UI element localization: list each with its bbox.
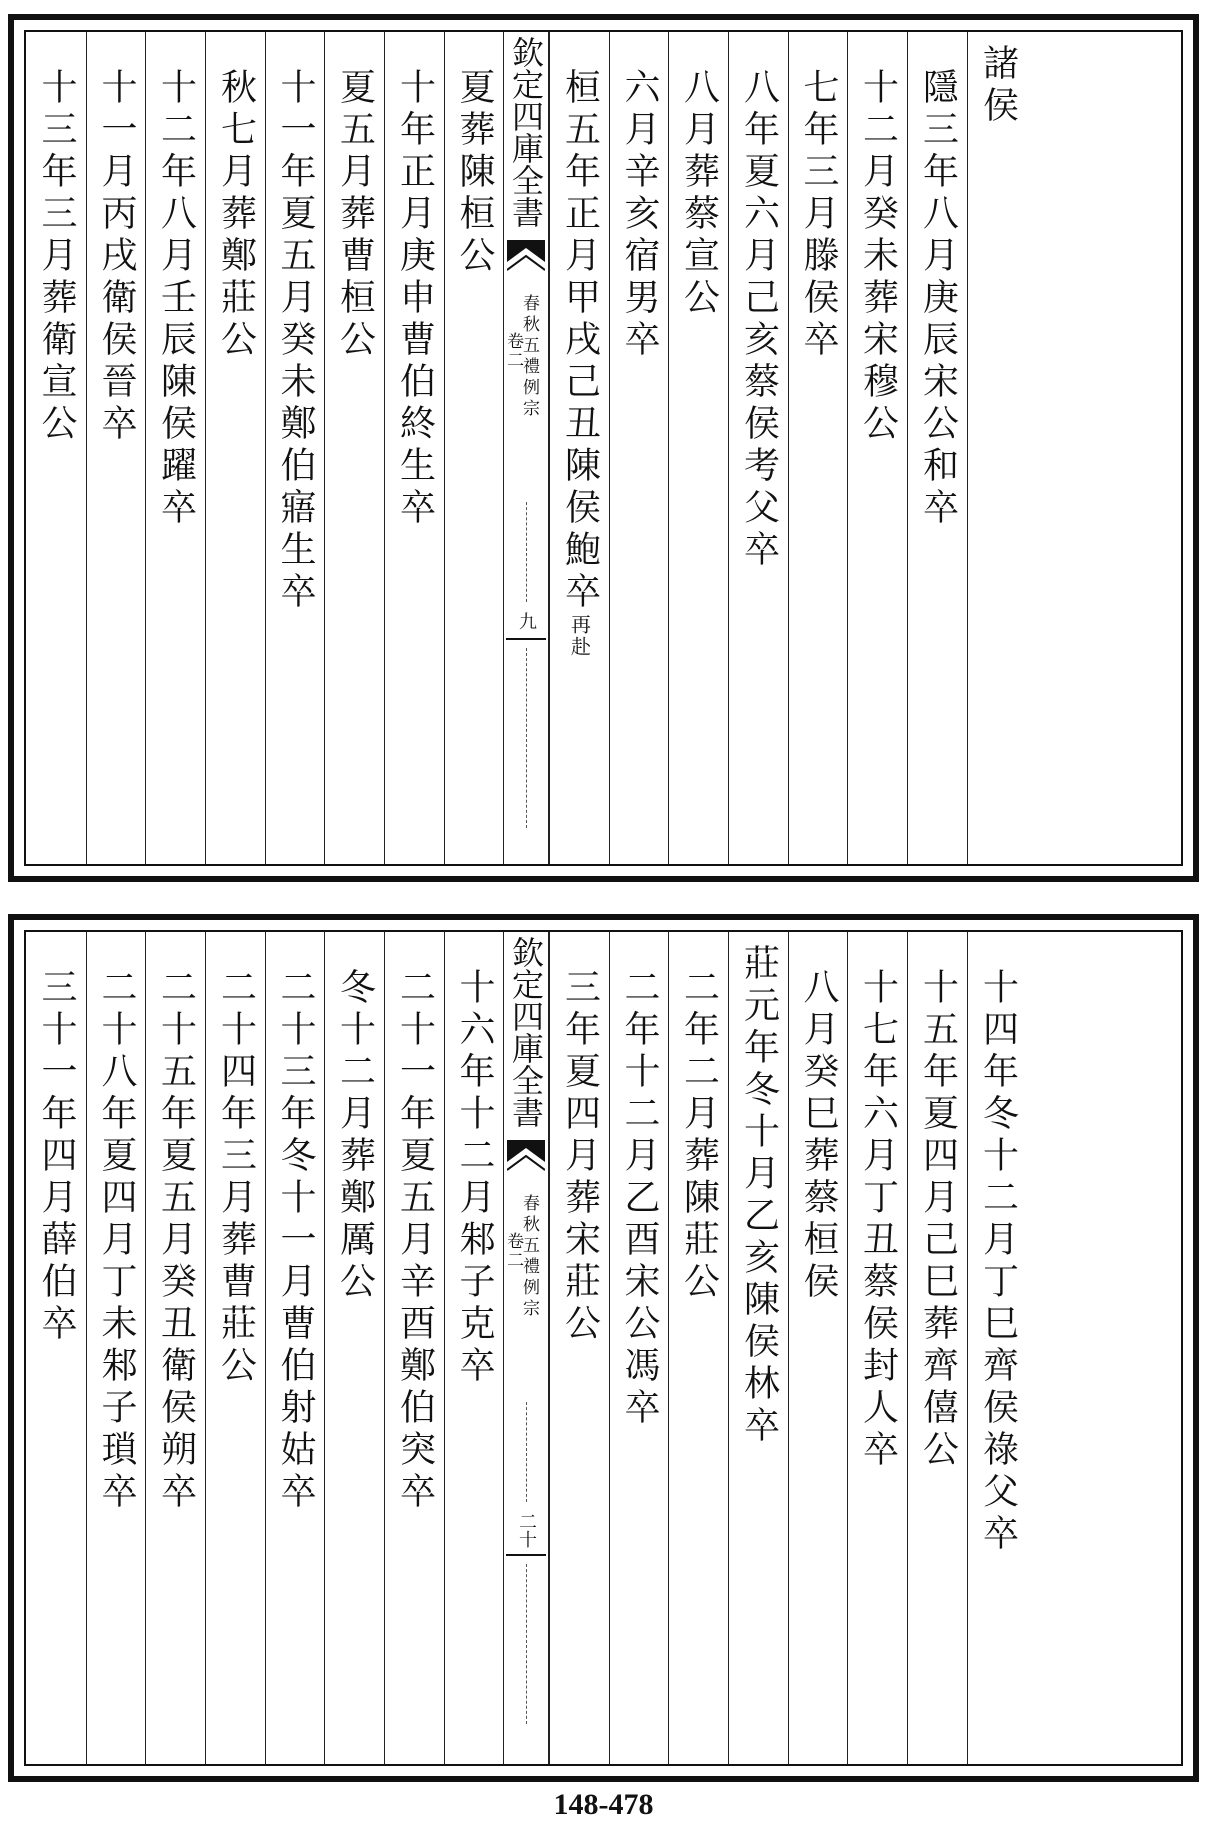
fish-tail-mark: [507, 240, 545, 274]
top-page: [8, 14, 1199, 882]
text-column: [728, 32, 788, 864]
text-column: [145, 32, 205, 864]
text-column: [907, 932, 967, 1764]
column-text: 六月辛亥宿男卒: [619, 68, 660, 362]
fold-bar: [506, 638, 546, 640]
column-text: 二十三年冬十一月曹伯射姑卒: [275, 968, 316, 1514]
column-text: 二十八年夏四月丁未邾子瑣卒: [96, 968, 137, 1514]
text-column: [549, 932, 609, 1764]
text-column: [205, 932, 265, 1764]
text-column: [86, 32, 145, 864]
column-text: 十二年八月壬辰陳侯躍卒: [155, 68, 197, 530]
bottom-page: [8, 914, 1199, 1782]
text-column: [847, 32, 907, 864]
column-text: 十年正月庚申曹伯終生卒: [394, 68, 436, 530]
text-column: [265, 932, 324, 1764]
top-page-frame: [24, 30, 1183, 866]
book-title: 春秋五禮例宗: [519, 1194, 540, 1320]
series-title: 欽定四庫全書: [507, 36, 545, 228]
column-text: 八月癸巳葬蔡桓侯: [798, 968, 839, 1304]
text-column: [26, 932, 86, 1764]
text-column: [668, 932, 728, 1764]
column-text: 十七年六月丁丑蔡侯封人卒: [857, 968, 899, 1472]
column-text: 秋七月葬鄭莊公: [215, 68, 257, 362]
column-text: 七年三月滕侯卒: [798, 68, 839, 362]
column-text: 八年夏六月己亥蔡侯考父卒: [738, 68, 780, 572]
text-column: [384, 32, 444, 864]
column-text: 十五年夏四月己巳葬齊僖公: [917, 968, 959, 1472]
text-column: [145, 932, 205, 1764]
center-fold: [503, 32, 549, 864]
text-column: [788, 932, 847, 1764]
column-text: 三年夏四月葬宋莊公: [559, 968, 601, 1346]
column-text: 三十一年四月薛伯卒: [36, 968, 77, 1346]
column-text: 十二月癸未葬宋穆公: [857, 68, 899, 446]
text-column: [788, 32, 847, 864]
column-text: 十三年三月葬衛宣公: [36, 68, 77, 446]
column-text: 二十四年三月葬曹莊公: [215, 968, 257, 1388]
fold-bar: [506, 1554, 546, 1556]
text-column: [549, 32, 609, 864]
text-column: [86, 932, 145, 1764]
text-column: [847, 932, 907, 1764]
text-column: [728, 932, 788, 1764]
column-text: 莊元年冬十月乙亥陳侯林卒: [738, 944, 780, 1448]
column-text: 二十一年夏五月辛酉鄭伯突卒: [394, 968, 436, 1514]
bottom-page-frame: [24, 930, 1183, 1766]
text-column: [609, 32, 668, 864]
text-column: [324, 32, 384, 864]
footer-page-code: 148-478: [553, 1788, 654, 1821]
text-column: [265, 32, 324, 864]
column-text: 二年二月葬陳莊公: [678, 968, 720, 1304]
column-text: 夏葬陳桓公: [454, 68, 495, 278]
page-number: 九: [516, 612, 537, 630]
text-column: [205, 32, 265, 864]
column-text: 諸侯: [977, 44, 1019, 128]
annotation-note: 再赴: [567, 614, 592, 658]
column-text: 夏五月葬曹桓公: [334, 68, 376, 362]
column-text: 十一月丙戌衛侯晉卒: [96, 68, 137, 446]
text-column: [967, 932, 1027, 1764]
column-text: 十六年十二月邾子克卒: [454, 968, 495, 1388]
fold-dash: [526, 502, 527, 602]
column-text: 隱三年八月庚辰宋公和卒: [917, 68, 959, 530]
text-column: [324, 932, 384, 1764]
column-text: 十四年冬十二月丁巳齊侯祿父卒: [977, 968, 1019, 1556]
text-column: [26, 32, 86, 864]
center-fold: [503, 932, 549, 1764]
text-column: [444, 32, 503, 864]
fold-dash: [526, 1564, 527, 1724]
column-text: 二年十二月乙酉宋公馮卒: [619, 968, 660, 1430]
text-column: [967, 32, 1027, 864]
juan-number: 卷二: [503, 1232, 524, 1270]
page-number: 二十: [516, 1512, 537, 1548]
column-text: 二十五年夏五月癸丑衛侯朔卒: [155, 968, 197, 1514]
column-text: 桓五年正月甲戌己丑陳侯鮑卒再赴: [559, 68, 601, 658]
text-column: [907, 32, 967, 864]
fish-tail-mark: [507, 1140, 545, 1174]
text-column: [384, 932, 444, 1764]
series-title: 欽定四庫全書: [507, 936, 545, 1128]
fold-dash: [526, 648, 527, 828]
text-column: [444, 932, 503, 1764]
fold-dash: [526, 1402, 527, 1502]
column-text: 八月葬蔡宣公: [678, 68, 720, 320]
text-column: [668, 32, 728, 864]
juan-number: 卷二: [503, 332, 524, 370]
book-title: 春秋五禮例宗: [519, 294, 540, 420]
text-column: [609, 932, 668, 1764]
column-text: 冬十二月葬鄭厲公: [334, 968, 376, 1304]
column-text: 十一年夏五月癸未鄭伯寤生卒: [275, 68, 316, 614]
